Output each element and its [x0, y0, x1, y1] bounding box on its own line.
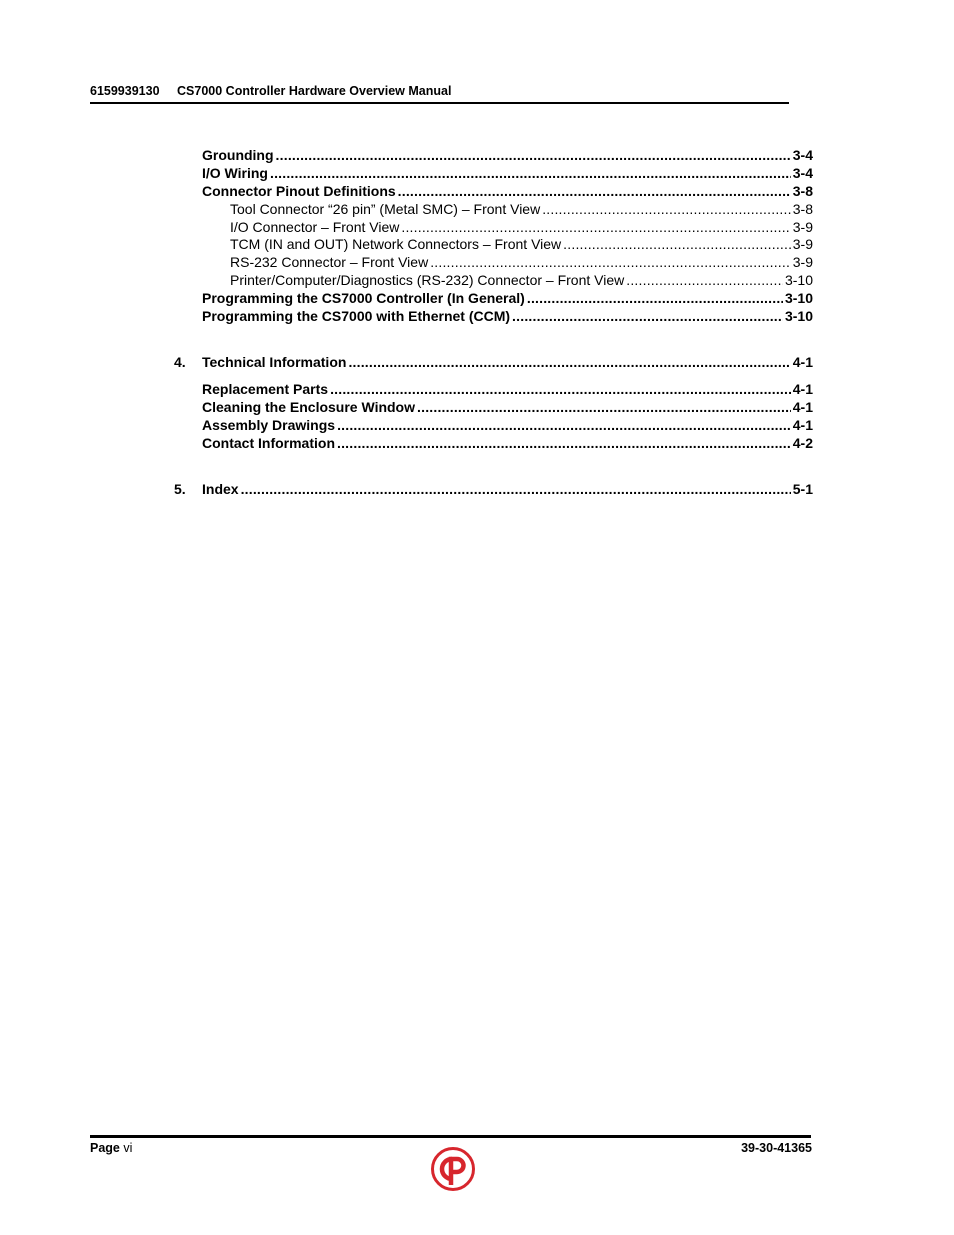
toc-entry-page: 3-9: [792, 254, 813, 270]
toc-subentry[interactable]: [230, 253, 813, 271]
dot-leader: [241, 480, 791, 498]
dot-leader: [527, 289, 783, 307]
toc-entry-label: Programming the CS7000 with Ethernet (CCM): [202, 308, 511, 324]
dot-leader: [512, 307, 783, 325]
toc-entry-label: Printer/Computer/Diagnostics (RS-232) Connector – Front View: [230, 272, 625, 288]
toc-subentry[interactable]: [230, 271, 813, 289]
footer-page-label: [90, 1141, 132, 1155]
dot-leader: [337, 416, 791, 434]
header-title: CS7000 Controller Hardware Overview Manual: [177, 84, 452, 98]
dot-leader: [563, 235, 791, 253]
toc-entry-label: TCM (IN and OUT) Network Connectors – Front View: [230, 236, 562, 252]
toc-entry-page: 3-4: [792, 147, 813, 163]
toc-entry-label: Programming the CS7000 Controller (In General): [202, 290, 525, 306]
dot-leader: [330, 380, 791, 398]
toc-chapter-number: 5.: [174, 481, 186, 497]
toc-entry-page: 3-10: [784, 308, 813, 324]
toc-entry-label: Grounding: [202, 147, 274, 163]
cp-logo-icon: [430, 1146, 476, 1192]
toc-entry-label: Technical Information: [202, 354, 347, 370]
dot-leader: [417, 398, 791, 416]
toc-entry-label: I/O Wiring: [202, 165, 268, 181]
toc-entry[interactable]: [202, 307, 813, 325]
dot-leader: [276, 146, 791, 164]
footer-page-number: vi: [123, 1141, 133, 1155]
toc-entry-page: 3-9: [792, 236, 813, 252]
toc-entry[interactable]: [202, 146, 813, 164]
toc-entry-label: Connector Pinout Definitions: [202, 183, 396, 199]
toc-entry-page: 3-10: [784, 290, 813, 306]
dot-leader: [398, 182, 791, 200]
toc-entry-label: Contact Information: [202, 435, 335, 451]
toc-entry-page: 4-1: [792, 354, 813, 370]
dot-leader: [626, 271, 783, 289]
toc-entry-page: 3-8: [792, 201, 813, 217]
toc-entry-label: Tool Connector “26 pin” (Metal SMC) – Front View: [230, 201, 541, 217]
dot-leader: [401, 218, 790, 236]
toc-entry-label: Cleaning the Enclosure Window: [202, 399, 416, 415]
footer-page-word: Page: [90, 1141, 120, 1155]
dot-leader: [337, 434, 791, 452]
dot-leader: [430, 253, 791, 271]
toc-entry-page: 4-1: [792, 381, 813, 397]
toc-entry[interactable]: [202, 398, 813, 416]
toc-chapter[interactable]: [174, 480, 813, 498]
toc-entry-page: 4-2: [792, 435, 813, 451]
footer-doc-code: 39-30-41365: [741, 1141, 812, 1155]
toc-entry-page: 3-8: [792, 183, 813, 199]
toc-entry[interactable]: [202, 164, 813, 182]
dot-leader: [348, 353, 790, 371]
toc-entry-page: 4-1: [792, 399, 813, 415]
toc-entry-label: Index: [202, 481, 239, 497]
toc-entry-page: 3-4: [792, 165, 813, 181]
toc-subentry[interactable]: [230, 218, 813, 236]
toc-entry[interactable]: [202, 182, 813, 200]
toc-entry-label: RS-232 Connector – Front View: [230, 254, 429, 270]
toc-entry-page: 4-1: [792, 417, 813, 433]
toc-entry[interactable]: [202, 289, 813, 307]
toc-entry[interactable]: [202, 434, 813, 452]
dot-leader: [542, 200, 791, 218]
toc-entry-page: 5-1: [792, 481, 813, 497]
toc-entry[interactable]: [202, 380, 813, 398]
toc-entry-label: I/O Connector – Front View: [230, 219, 400, 235]
footer-rule: [90, 1135, 811, 1138]
toc-entry-label: Assembly Drawings: [202, 417, 336, 433]
header-doc-number: 6159939130: [90, 84, 160, 98]
toc-chapter-number: 4.: [174, 354, 186, 370]
toc-chapter[interactable]: [174, 353, 813, 371]
toc-entry-page: 3-9: [792, 219, 813, 235]
dot-leader: [270, 164, 791, 182]
toc-entry-page: 3-10: [784, 272, 813, 288]
toc-entry-label: Replacement Parts: [202, 381, 329, 397]
toc-subentry[interactable]: [230, 235, 813, 253]
toc-subentry[interactable]: [230, 200, 813, 218]
toc-entry[interactable]: [202, 416, 813, 434]
